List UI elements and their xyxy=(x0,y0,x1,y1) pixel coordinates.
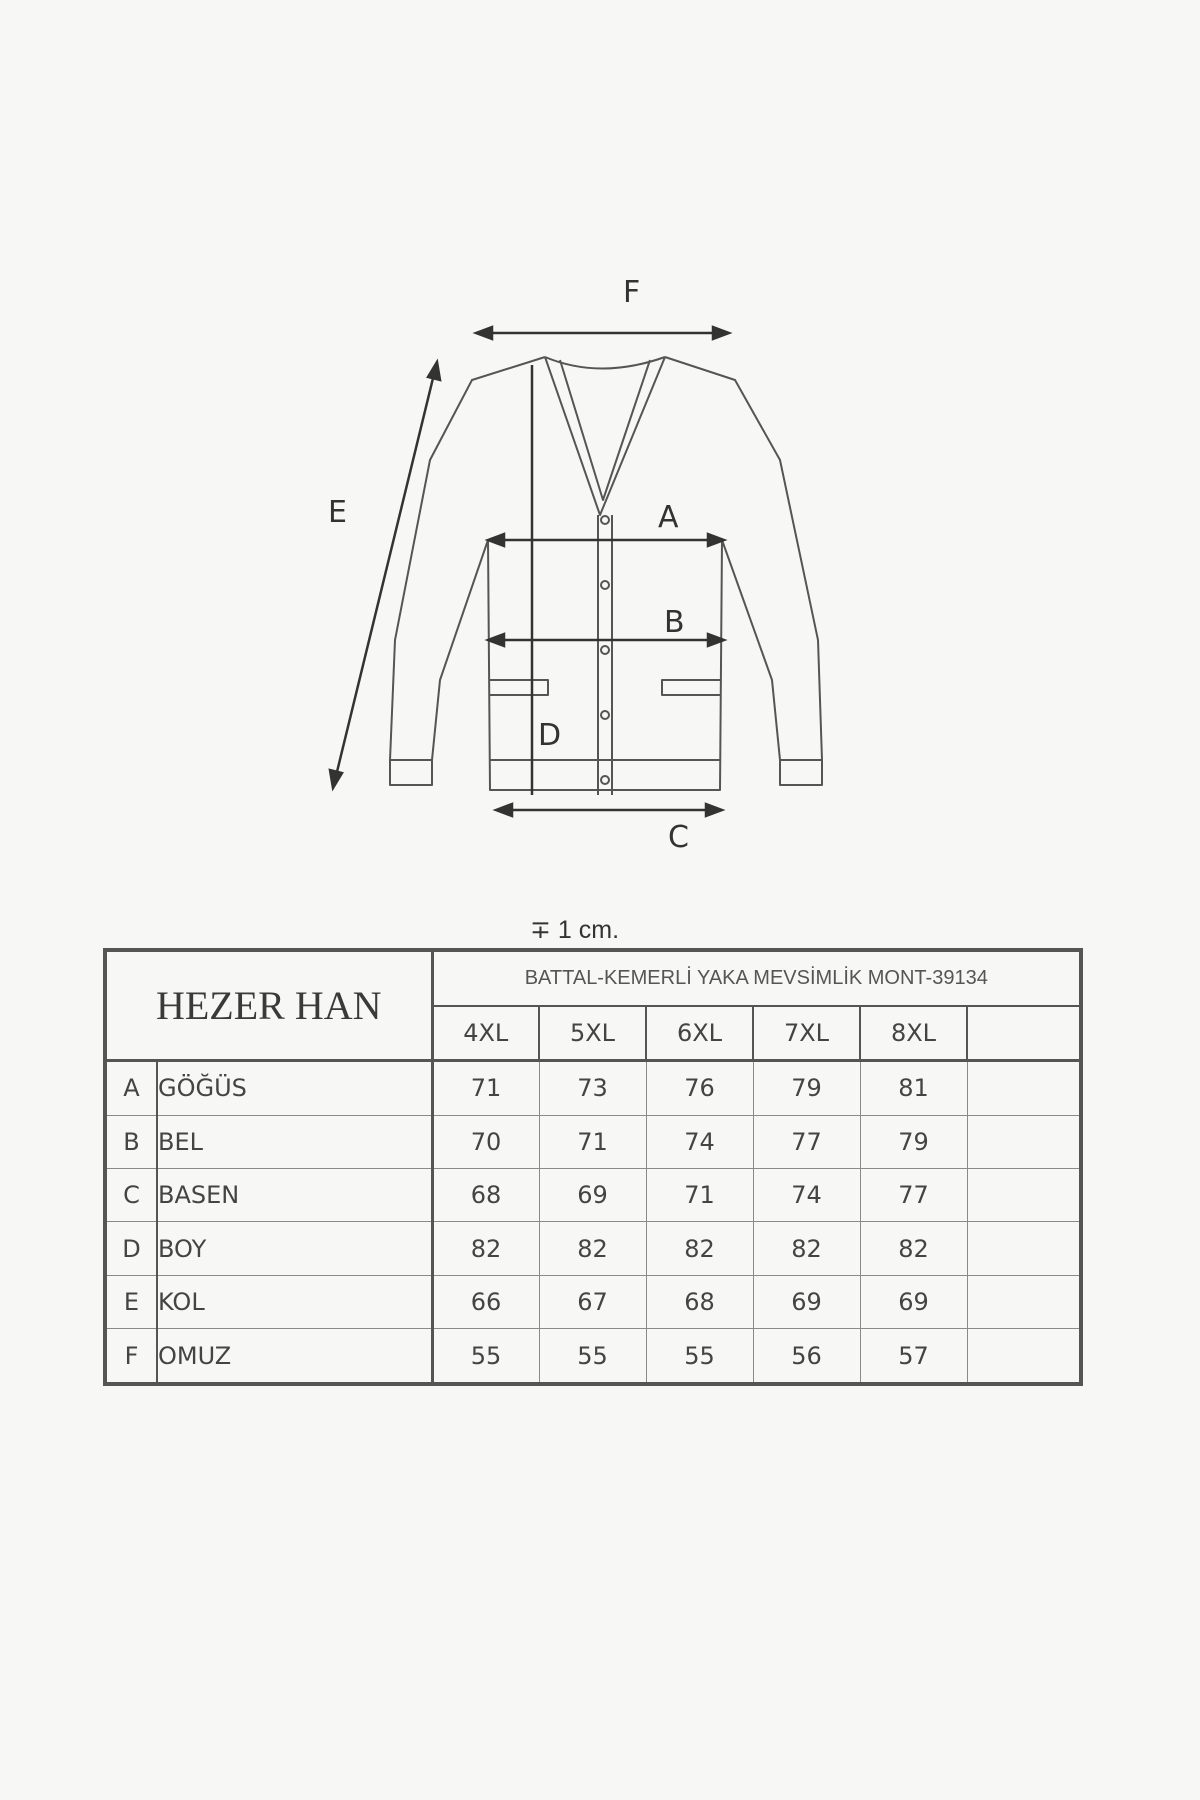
table-row xyxy=(105,1329,1081,1384)
table-row xyxy=(105,1222,1081,1275)
row-letter: C xyxy=(105,1169,157,1222)
row-value xyxy=(967,1061,1081,1116)
row-value: 82 xyxy=(432,1222,539,1275)
row-value: 77 xyxy=(753,1115,860,1168)
row-value: 71 xyxy=(646,1169,753,1222)
row-letter: A xyxy=(105,1061,157,1116)
size-header: 6XL xyxy=(646,1006,753,1061)
row-letter: F xyxy=(105,1329,157,1384)
row-value: 68 xyxy=(432,1169,539,1222)
row-letter: D xyxy=(105,1222,157,1275)
row-name: BASEN xyxy=(157,1169,432,1222)
row-value: 69 xyxy=(539,1169,646,1222)
row-value: 57 xyxy=(860,1329,967,1384)
diagram-label-f: F xyxy=(623,275,641,310)
row-value xyxy=(967,1169,1081,1222)
row-value xyxy=(967,1329,1081,1384)
button xyxy=(601,581,609,589)
row-value: 56 xyxy=(753,1329,860,1384)
row-name: BEL xyxy=(157,1115,432,1168)
garment-body xyxy=(390,357,822,790)
row-letter: B xyxy=(105,1115,157,1168)
table-row xyxy=(105,1115,1081,1168)
row-value: 67 xyxy=(539,1275,646,1328)
diagram-label-c: C xyxy=(668,820,689,855)
diagram-label-a: A xyxy=(658,500,679,535)
diagram-label-d: D xyxy=(538,718,562,753)
row-value: 82 xyxy=(539,1222,646,1275)
row-name: KOL xyxy=(157,1275,432,1328)
row-value: 71 xyxy=(539,1115,646,1168)
row-value: 74 xyxy=(753,1169,860,1222)
button xyxy=(601,516,609,524)
size-header: 5XL xyxy=(539,1006,646,1061)
row-value: 55 xyxy=(646,1329,753,1384)
row-value: 82 xyxy=(646,1222,753,1275)
table-row xyxy=(105,1061,1081,1116)
size-header: 8XL xyxy=(860,1006,967,1061)
measure-arrow-e xyxy=(335,370,435,780)
row-value: 55 xyxy=(539,1329,646,1384)
button xyxy=(601,646,609,654)
row-value xyxy=(967,1275,1081,1328)
row-value: 76 xyxy=(646,1061,753,1116)
garment-pocket-left xyxy=(490,680,548,695)
row-value: 77 xyxy=(860,1169,967,1222)
garment-cuff-right xyxy=(780,760,822,785)
tolerance-note: ∓ 1 cm. xyxy=(530,916,620,944)
garment-cuff-left xyxy=(390,760,432,785)
row-value: 79 xyxy=(753,1061,860,1116)
row-letter: E xyxy=(105,1275,157,1328)
row-value: 66 xyxy=(432,1275,539,1328)
garment-collar xyxy=(545,357,665,515)
row-name: BOY xyxy=(157,1222,432,1275)
row-value: 69 xyxy=(860,1275,967,1328)
size-header: 4XL xyxy=(432,1006,539,1061)
row-value: 81 xyxy=(860,1061,967,1116)
row-value: 82 xyxy=(753,1222,860,1275)
size-chart-table xyxy=(103,948,1083,1386)
row-value: 71 xyxy=(432,1061,539,1116)
diagram-label-b: B xyxy=(664,605,685,640)
table-row xyxy=(105,1169,1081,1222)
size-header xyxy=(967,1006,1081,1061)
table-row xyxy=(105,1275,1081,1328)
row-value xyxy=(967,1115,1081,1168)
row-value: 70 xyxy=(432,1115,539,1168)
row-value: 73 xyxy=(539,1061,646,1116)
size-header: 7XL xyxy=(753,1006,860,1061)
row-value: 55 xyxy=(432,1329,539,1384)
row-value: 79 xyxy=(860,1115,967,1168)
brand-name: HEZER HAN xyxy=(105,950,432,1061)
row-value: 68 xyxy=(646,1275,753,1328)
row-value: 74 xyxy=(646,1115,753,1168)
button xyxy=(601,776,609,784)
table-header-row xyxy=(105,950,1081,1006)
row-name: GÖĞÜS xyxy=(157,1061,432,1116)
product-title: BATTAL-KEMERLİ YAKA MEVSİMLİK MONT-39134 xyxy=(432,950,1081,1006)
row-value: 82 xyxy=(860,1222,967,1275)
garment-pocket-right xyxy=(662,680,720,695)
row-value: 69 xyxy=(753,1275,860,1328)
button xyxy=(601,711,609,719)
row-name: OMUZ xyxy=(157,1329,432,1384)
row-value xyxy=(967,1222,1081,1275)
diagram-label-e: E xyxy=(328,495,347,530)
